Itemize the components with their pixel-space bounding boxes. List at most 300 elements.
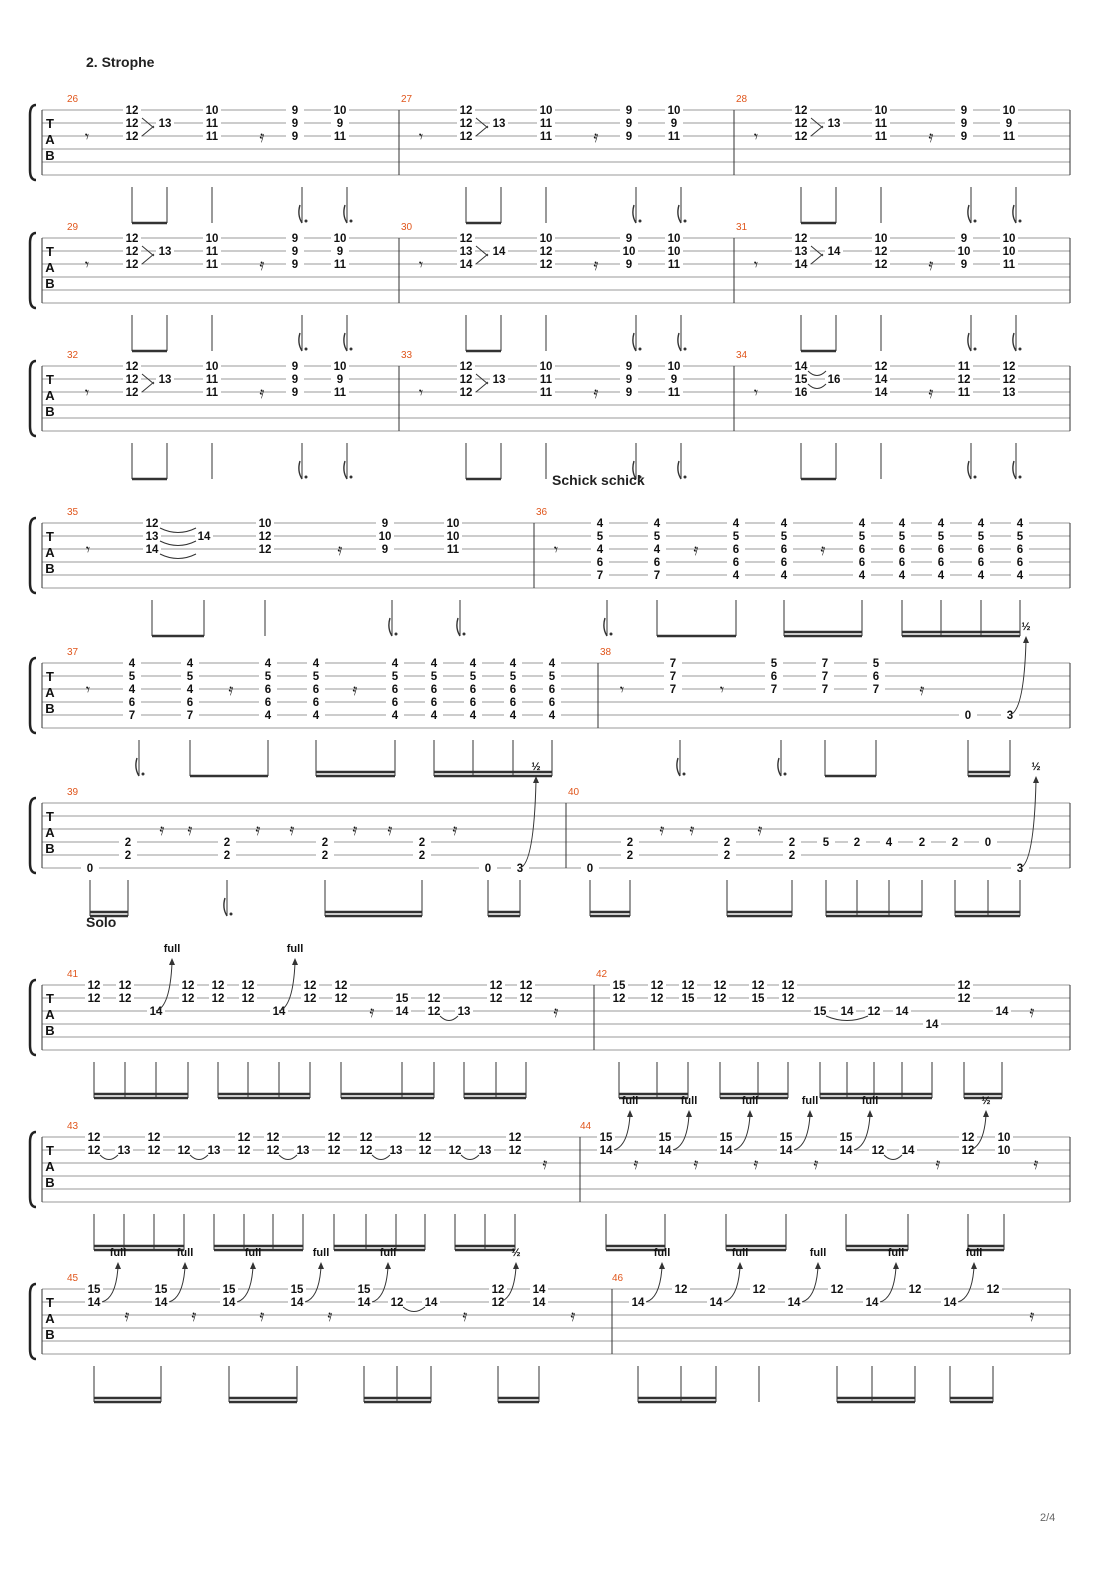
fret-number: 4 — [128, 684, 136, 696]
bend-arrow — [807, 1110, 813, 1117]
fret-number: 4 — [732, 518, 740, 530]
bend-label: full — [286, 943, 304, 955]
fret-number: 12 — [125, 233, 139, 245]
fret-number: 12 — [867, 1006, 881, 1018]
fret-number: 13 — [794, 246, 808, 258]
fret-number: 15 — [794, 374, 808, 386]
dot — [974, 348, 977, 351]
bend-arrow — [971, 1262, 977, 1269]
fret-number: 15 — [813, 1006, 827, 1018]
fret-number: 10 — [205, 105, 219, 117]
dot — [974, 476, 977, 479]
bend-arrow — [292, 958, 298, 965]
fret-number: 6 — [780, 557, 788, 569]
fret-number: 10 — [997, 1132, 1011, 1144]
bend-curve — [305, 1267, 321, 1302]
fret-number: 13 — [207, 1145, 221, 1157]
fret-number: 2 — [788, 837, 796, 849]
fret-number: 5 — [596, 531, 604, 543]
fret-number: 0 — [964, 710, 972, 722]
fret-number: 14 — [272, 1006, 286, 1018]
fret-number: 10 — [874, 233, 888, 245]
dot — [305, 348, 308, 351]
sixteenth-rest: 𝄿 — [693, 540, 699, 559]
system-bracket — [30, 518, 36, 593]
fret-number: 3 — [1006, 710, 1014, 722]
fret-number: 14 — [840, 1006, 854, 1018]
fret-number: 12 — [781, 980, 795, 992]
system-bracket — [30, 1132, 36, 1207]
fret-number: 12 — [794, 233, 808, 245]
fret-number: 6 — [732, 544, 740, 556]
tab-clef-letter: T — [46, 244, 54, 259]
fret-number: 4 — [128, 658, 136, 670]
fret-number: 11 — [539, 374, 553, 386]
fret-number: 2 — [418, 837, 426, 849]
system-bracket — [30, 105, 36, 180]
fret-number: 4 — [885, 837, 893, 849]
fret-number: 10 — [539, 233, 553, 245]
fret-number: 12 — [519, 980, 533, 992]
fret-number: 12 — [957, 993, 971, 1005]
fret-number: 14 — [865, 1297, 879, 1309]
fret-number: 9 — [291, 131, 299, 143]
fret-number: 14 — [827, 246, 841, 258]
fret-number: 14 — [779, 1145, 793, 1157]
fret-number: 15 — [222, 1284, 236, 1296]
fret-number: 12 — [359, 1132, 373, 1144]
fret-number: 10 — [446, 531, 460, 543]
tab-clef-letter: B — [45, 1023, 55, 1038]
fret-number: 4 — [186, 658, 194, 670]
bend-curve — [802, 1267, 818, 1302]
fret-number: 2 — [918, 837, 926, 849]
fret-number: 12 — [125, 246, 139, 258]
bend-arrow — [513, 1262, 519, 1269]
eighth-rest: 𝄾 — [619, 680, 625, 699]
fret-number: 12 — [181, 980, 195, 992]
fret-number: 11 — [539, 131, 553, 143]
fret-number: 13 — [478, 1145, 492, 1157]
sixteenth-rest: 𝄿 — [820, 540, 826, 559]
fret-number: 5 — [128, 671, 136, 683]
fret-number: 4 — [937, 518, 945, 530]
fret-number: 5 — [898, 531, 906, 543]
fret-number: 0 — [586, 863, 594, 875]
fret-number: 13 — [158, 374, 172, 386]
dot — [684, 348, 687, 351]
fret-number: 11 — [333, 131, 347, 143]
fret-number: 14 — [901, 1145, 915, 1157]
sixteenth-rest: 𝄿 — [593, 383, 599, 402]
fret-number: 6 — [548, 684, 556, 696]
fret-number: 12 — [650, 993, 664, 1005]
tab-clef-letter: B — [45, 148, 55, 163]
sixteenth-rest: 𝄿 — [228, 680, 234, 699]
bend-label: full — [809, 1247, 827, 1259]
fret-number: 5 — [937, 531, 945, 543]
bend-curve — [372, 1267, 388, 1302]
fret-number: 2 — [853, 837, 861, 849]
fret-number: 12 — [125, 374, 139, 386]
tab-staff — [30, 1132, 1070, 1207]
fret-number: 4 — [430, 710, 438, 722]
fret-number: 9 — [1005, 118, 1013, 130]
measure-number: 39 — [67, 787, 79, 798]
bend-arrow — [250, 1262, 256, 1269]
fret-number: 16 — [827, 374, 841, 386]
fret-number: 4 — [653, 518, 661, 530]
sixteenth-rest: 𝄿 — [689, 820, 695, 839]
fret-number: 11 — [1002, 131, 1016, 143]
tie — [403, 1307, 425, 1312]
fret-number: 11 — [667, 259, 681, 271]
fret-number: 10 — [333, 361, 347, 373]
sixteenth-rest: 𝄿 — [928, 383, 934, 402]
sixteenth-rest: 𝄿 — [462, 1306, 468, 1325]
fret-number: 6 — [391, 684, 399, 696]
fret-number: 6 — [596, 557, 604, 569]
fret-number: 12 — [489, 993, 503, 1005]
fret-number: 9 — [960, 233, 968, 245]
fret-number: 9 — [670, 374, 678, 386]
fret-number: 9 — [960, 105, 968, 117]
tab-clef-letter: A — [45, 260, 55, 275]
sixteenth-rest: 𝄿 — [191, 1306, 197, 1325]
sixteenth-rest: 𝄿 — [693, 1154, 699, 1173]
fret-number: 12 — [241, 993, 255, 1005]
fret-number: 4 — [548, 658, 556, 670]
bend-arrow — [686, 1110, 692, 1117]
bend-label: ½ — [981, 1095, 991, 1107]
fret-number: 2 — [223, 837, 231, 849]
fret-number: 12 — [830, 1284, 844, 1296]
fret-number: 9 — [670, 118, 678, 130]
fret-number: 12 — [258, 544, 272, 556]
fret-number: 12 — [961, 1145, 975, 1157]
measure-number: 42 — [596, 969, 608, 980]
bend-arrow — [983, 1110, 989, 1117]
fret-number: 9 — [336, 118, 344, 130]
bend-arrow — [659, 1262, 665, 1269]
fret-number: 6 — [264, 684, 272, 696]
fret-number: 4 — [596, 544, 604, 556]
fret-number: 5 — [391, 671, 399, 683]
fret-number: 9 — [291, 118, 299, 130]
tab-clef-letter: B — [45, 276, 55, 291]
tab-clef-letter: A — [45, 825, 55, 840]
fret-number: 6 — [430, 684, 438, 696]
fret-number: 10 — [333, 105, 347, 117]
bend-arrow — [747, 1110, 753, 1117]
fret-number: 4 — [1016, 570, 1024, 582]
bend-curve — [156, 963, 172, 1011]
fret-number: 9 — [625, 105, 633, 117]
bend-curve — [854, 1115, 870, 1150]
fret-number: 13 — [492, 374, 506, 386]
slide-mark — [142, 246, 154, 264]
fret-number: 10 — [539, 105, 553, 117]
fret-number: 14 — [709, 1297, 723, 1309]
measure-number: 28 — [736, 94, 748, 105]
fret-number: 12 — [427, 993, 441, 1005]
sixteenth-rest: 𝄿 — [659, 820, 665, 839]
fret-number: 11 — [205, 246, 219, 258]
eighth-rest: 𝄾 — [418, 255, 424, 274]
measure-number: 32 — [67, 350, 79, 361]
bend-arrow — [893, 1262, 899, 1269]
fret-number: 12 — [986, 1284, 1000, 1296]
tie — [808, 384, 826, 389]
fret-number: 14 — [658, 1145, 672, 1157]
sixteenth-rest: 𝄿 — [928, 127, 934, 146]
sixteenth-rest: 𝄿 — [255, 820, 261, 839]
fret-number: 11 — [205, 131, 219, 143]
fret-number: 4 — [858, 518, 866, 530]
sixteenth-rest: 𝄿 — [259, 383, 265, 402]
bend-arrow — [318, 1262, 324, 1269]
fret-number: 14 — [874, 387, 888, 399]
fret-number: 12 — [241, 980, 255, 992]
fret-number: 12 — [125, 131, 139, 143]
fret-number: 15 — [87, 1284, 101, 1296]
fret-number: 4 — [732, 570, 740, 582]
fret-number: 12 — [650, 980, 664, 992]
dot — [639, 348, 642, 351]
fret-number: 12 — [459, 361, 473, 373]
sixteenth-rest: 𝄿 — [352, 820, 358, 839]
measure-number: 40 — [568, 787, 580, 798]
fret-number: 5 — [1016, 531, 1024, 543]
dot — [1019, 220, 1022, 223]
fret-number: 2 — [626, 850, 634, 862]
fret-number: 11 — [333, 387, 347, 399]
sixteenth-rest: 𝄿 — [369, 1002, 375, 1021]
bend-arrow — [182, 1262, 188, 1269]
fret-number: 9 — [381, 544, 389, 556]
fret-number: 10 — [667, 233, 681, 245]
fret-number: 12 — [327, 1145, 341, 1157]
fret-number: 9 — [291, 361, 299, 373]
fret-number: 6 — [1016, 557, 1024, 569]
eighth-rest: 𝄾 — [553, 540, 559, 559]
fret-number: 13 — [158, 118, 172, 130]
bend-label: full — [109, 1247, 127, 1259]
fret-number: 6 — [937, 557, 945, 569]
fret-number: 15 — [681, 993, 695, 1005]
fret-number: 4 — [898, 570, 906, 582]
bend-arrow — [115, 1262, 121, 1269]
bend-label: full — [379, 1247, 397, 1259]
bend-label: ½ — [1021, 621, 1031, 633]
fret-number: 12 — [87, 1132, 101, 1144]
eighth-rest: 𝄾 — [84, 383, 90, 402]
fret-number: 15 — [751, 993, 765, 1005]
fret-number: 11 — [874, 131, 888, 143]
fret-number: 9 — [291, 387, 299, 399]
sixteenth-rest: 𝄿 — [259, 255, 265, 274]
bend-label: full — [741, 1095, 759, 1107]
fret-number: 7 — [821, 684, 829, 696]
fret-number: 5 — [822, 837, 830, 849]
tab-clef-letter: T — [46, 529, 54, 544]
fret-number: 14 — [149, 1006, 163, 1018]
sixteenth-rest: 𝄿 — [1029, 1306, 1035, 1325]
tab-clef-letter: T — [46, 372, 54, 387]
bend-curve — [958, 1267, 974, 1302]
slide-mark — [476, 246, 488, 264]
bend-label: full — [163, 943, 181, 955]
fret-number: 12 — [491, 1297, 505, 1309]
sixteenth-rest: 𝄿 — [1029, 1002, 1035, 1021]
fret-number: 4 — [858, 570, 866, 582]
sixteenth-rest: 𝄿 — [935, 1154, 941, 1173]
fret-number: 9 — [381, 518, 389, 530]
fret-number: 14 — [145, 544, 159, 556]
tab-clef-letter: A — [45, 545, 55, 560]
system-bracket — [30, 1284, 36, 1359]
fret-number: 11 — [446, 544, 460, 556]
sixteenth-rest: 𝄿 — [387, 820, 393, 839]
fret-number: 12 — [794, 131, 808, 143]
tab-clef-letter: B — [45, 1175, 55, 1190]
tab-clef-letter: B — [45, 701, 55, 716]
tab-clef-letter: A — [45, 685, 55, 700]
fret-number: 14 — [154, 1297, 168, 1309]
eighth-rest: 𝄾 — [418, 383, 424, 402]
fret-number: 12 — [508, 1145, 522, 1157]
sixteenth-rest: 𝄿 — [187, 820, 193, 839]
fret-number: 12 — [957, 374, 971, 386]
fret-number: 12 — [459, 233, 473, 245]
fret-number: 12 — [118, 993, 132, 1005]
bend-label: ½ — [1031, 761, 1041, 773]
fret-number: 11 — [333, 259, 347, 271]
fret-number: 14 — [357, 1297, 371, 1309]
sixteenth-rest: 𝄿 — [593, 127, 599, 146]
fret-number: 6 — [312, 684, 320, 696]
fret-number: 3 — [516, 863, 524, 875]
bend-curve — [1010, 641, 1026, 715]
tie — [160, 554, 196, 559]
fret-number: 12 — [418, 1145, 432, 1157]
fret-number: 4 — [186, 684, 194, 696]
dot — [684, 476, 687, 479]
fret-number: 4 — [264, 710, 272, 722]
fret-number: 12 — [794, 118, 808, 130]
fret-number: 9 — [625, 387, 633, 399]
sixteenth-rest: 𝄿 — [553, 1002, 559, 1021]
tab-staff — [30, 518, 1070, 593]
eighth-rest: 𝄾 — [85, 540, 91, 559]
fret-number: 10 — [667, 361, 681, 373]
tab-clef-letter: A — [45, 1159, 55, 1174]
dot — [350, 476, 353, 479]
fret-number: 9 — [960, 259, 968, 271]
eighth-rest: 𝄾 — [418, 127, 424, 146]
fret-number: 15 — [658, 1132, 672, 1144]
fret-number: 12 — [1002, 361, 1016, 373]
fret-number: 12 — [459, 131, 473, 143]
fret-number: 13 — [117, 1145, 131, 1157]
fret-number: 4 — [1016, 518, 1024, 530]
measure-number: 30 — [401, 222, 413, 233]
fret-number: 4 — [596, 518, 604, 530]
fret-number: 10 — [997, 1145, 1011, 1157]
fret-number: 4 — [312, 658, 320, 670]
system-bracket — [30, 658, 36, 733]
fret-number: 4 — [548, 710, 556, 722]
fret-number: 14 — [459, 259, 473, 271]
fret-number: 14 — [895, 1006, 909, 1018]
fret-number: 2 — [723, 850, 731, 862]
fret-number: 12 — [713, 980, 727, 992]
fret-number: 10 — [258, 518, 272, 530]
tab-clef-letter: A — [45, 1311, 55, 1326]
tab-clef-letter: B — [45, 404, 55, 419]
measure-number: 26 — [67, 94, 79, 105]
tab-clef-letter: T — [46, 1143, 54, 1158]
fret-number: 12 — [908, 1284, 922, 1296]
fret-number: 6 — [128, 697, 136, 709]
bend-label: full — [965, 1247, 983, 1259]
tab-clef-letter: T — [46, 991, 54, 1006]
fret-number: 12 — [303, 993, 317, 1005]
eighth-rest: 𝄾 — [85, 680, 91, 699]
fret-number: 12 — [266, 1145, 280, 1157]
fret-number: 14 — [943, 1297, 957, 1309]
bend-label: full — [731, 1247, 749, 1259]
sixteenth-rest: 𝄿 — [919, 680, 925, 699]
fret-number: 7 — [872, 684, 880, 696]
fret-number: 13 — [389, 1145, 403, 1157]
dot — [684, 220, 687, 223]
sixteenth-rest: 𝄿 — [352, 680, 358, 699]
measure-number: 46 — [612, 1273, 624, 1284]
fret-number: 13 — [492, 118, 506, 130]
sixteenth-rest: 𝄿 — [259, 1306, 265, 1325]
sixteenth-rest: 𝄿 — [928, 255, 934, 274]
measure-number: 33 — [401, 350, 413, 361]
fret-number: 15 — [290, 1284, 304, 1296]
fret-number: 4 — [469, 658, 477, 670]
fret-number: 10 — [957, 246, 971, 258]
fret-number: 12 — [459, 374, 473, 386]
fret-number: 12 — [448, 1145, 462, 1157]
fret-number: 12 — [258, 531, 272, 543]
fret-number: 4 — [430, 658, 438, 670]
bend-label: full — [244, 1247, 262, 1259]
tab-clef-letter: B — [45, 561, 55, 576]
fret-number: 7 — [669, 671, 677, 683]
fret-number: 9 — [291, 105, 299, 117]
fret-number: 15 — [779, 1132, 793, 1144]
fret-number: 5 — [509, 671, 517, 683]
fret-number: 6 — [430, 697, 438, 709]
fret-number: 2 — [124, 837, 132, 849]
tab-staff — [30, 798, 1070, 873]
tie — [160, 528, 196, 533]
fret-number: 12 — [874, 259, 888, 271]
bend-label: full — [312, 1247, 330, 1259]
fret-number: 10 — [378, 531, 392, 543]
fret-number: 10 — [446, 518, 460, 530]
fret-number: 12 — [303, 980, 317, 992]
bend-label: full — [801, 1095, 819, 1107]
bend-label: full — [176, 1247, 194, 1259]
sixteenth-rest: 𝄿 — [757, 820, 763, 839]
fret-number: 12 — [266, 1132, 280, 1144]
